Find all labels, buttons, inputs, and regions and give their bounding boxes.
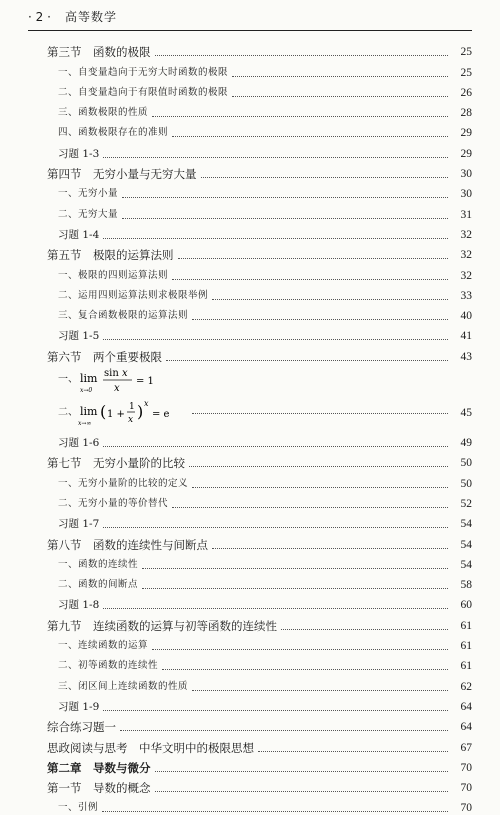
- limit-formula: [78, 397, 188, 429]
- toc-entry-sub: [0, 262, 500, 282]
- toc-page-number: 50: [460, 457, 472, 470]
- dot-leader: [122, 196, 448, 198]
- toc-page-number: 60: [460, 599, 472, 612]
- toc-entry-section: [0, 531, 500, 551]
- svg-text:x: x: [144, 399, 149, 409]
- toc-entry-prefix: 一、: [58, 374, 78, 386]
- toc-entry-exercise: [0, 323, 500, 343]
- dot-leader: [172, 278, 448, 280]
- toc-entry-title: 一、连续函数的运算: [58, 640, 149, 652]
- toc-entry-title: 一、极限的四则运算法则: [58, 269, 169, 281]
- toc-entry-title: 第二章 导数与微分: [47, 760, 151, 775]
- toc-page-number: 61: [460, 640, 472, 653]
- toc-entry-title: 二、无穷大量: [58, 208, 119, 220]
- toc-page-number: 29: [460, 127, 472, 140]
- toc-page-number: 64: [460, 700, 472, 713]
- dot-leader: [232, 75, 448, 77]
- toc-entry-top: [0, 734, 500, 754]
- dot-leader: [172, 506, 448, 508]
- toc-entry-title: 二、无穷小量的等价替代: [58, 497, 169, 509]
- toc-entry-exercise: [0, 222, 500, 242]
- toc-page-number: 30: [460, 168, 472, 181]
- svg-text:1 +: 1 +: [107, 409, 125, 421]
- toc-entry-math1: [0, 364, 500, 397]
- toc-entry-title: 习题 1-7: [58, 518, 100, 531]
- toc-page-number: 33: [460, 289, 472, 302]
- toc-page-number: 29: [460, 147, 472, 160]
- dot-leader: [192, 486, 448, 488]
- svg-text:1: 1: [129, 402, 135, 413]
- toc-page-number: 62: [460, 680, 472, 693]
- toc-entry-section: [0, 344, 500, 364]
- toc-page-number: 31: [460, 208, 472, 221]
- toc-entry-sub: [0, 633, 500, 653]
- toc-entry-title: 三、闭区间上连续函数的性质: [58, 680, 189, 692]
- toc-entry-sub: [0, 59, 500, 79]
- toc-entry-exercise: [0, 592, 500, 612]
- toc-page-number: 28: [460, 107, 472, 120]
- toc-entry-title: 综合练习题一: [47, 720, 116, 735]
- dot-leader: [166, 359, 448, 361]
- toc-entry-sub: [0, 80, 500, 100]
- dot-leader: [103, 338, 448, 340]
- dot-leader: [103, 156, 448, 158]
- toc-page-number: 49: [460, 437, 472, 450]
- toc-page-number: 26: [460, 86, 472, 99]
- toc-entry-title: 第五节 极限的运算法则: [47, 248, 174, 263]
- dot-leader: [192, 689, 448, 691]
- toc-entry-exercise: [0, 694, 500, 714]
- dot-leader: [192, 412, 448, 414]
- dot-leader: [281, 628, 448, 630]
- toc-entry-title: 习题 1-8: [58, 599, 100, 612]
- toc-entry-math2: [0, 397, 500, 430]
- svg-text:sin: sin: [104, 368, 119, 380]
- toc-entry-title: 二、自变量趋向于有限值时函数的极限: [58, 86, 229, 98]
- toc-entry-title: [0, 397, 188, 429]
- toc-entry-exercise: [0, 141, 500, 161]
- header-rule: [28, 30, 472, 31]
- toc-page-number: 61: [460, 660, 472, 673]
- dot-leader: [142, 587, 448, 589]
- toc-entry-title: 三、函数极限的性质: [58, 107, 149, 119]
- toc-page-number: 70: [460, 802, 472, 815]
- svg-text:x: x: [122, 368, 128, 380]
- dot-leader: [103, 709, 448, 711]
- dot-leader: [103, 237, 448, 239]
- svg-text:x: x: [128, 415, 134, 426]
- dot-leader: [212, 547, 448, 549]
- toc-page-number: 52: [460, 497, 472, 510]
- toc-entry-sub: [0, 303, 500, 323]
- toc-entry-sub: [0, 653, 500, 673]
- toc-entry-title: 习题 1-9: [58, 700, 100, 713]
- dot-leader: [155, 790, 449, 792]
- toc-entry-section: [0, 242, 500, 262]
- toc-entry-section: [0, 775, 500, 795]
- toc-entry-top: [0, 714, 500, 734]
- toc-entry-title: 三、复合函数极限的运算法则: [58, 310, 189, 322]
- toc-entry-title: 习题 1-6: [58, 437, 100, 450]
- svg-text:x→0: x→0: [80, 387, 93, 395]
- toc-entry-sub: [0, 795, 500, 815]
- toc-entry-title: 第九节 连续函数的运算与初等函数的连续性: [47, 618, 277, 633]
- toc-entry-sub: [0, 572, 500, 592]
- svg-text:(: (: [100, 402, 107, 422]
- dot-leader: [152, 115, 448, 117]
- toc-entry-section: [0, 39, 500, 59]
- toc-page-number: 61: [460, 619, 472, 632]
- dot-leader: [120, 729, 448, 731]
- dot-leader: [172, 135, 448, 137]
- toc-entry-sub: [0, 491, 500, 511]
- toc-page-number: 58: [460, 579, 472, 592]
- book-title: 高等数学: [65, 10, 118, 24]
- svg-text:lim: lim: [80, 405, 98, 419]
- toc-page-number: 41: [460, 330, 472, 343]
- toc-entry-title: 一、无穷小量: [58, 188, 119, 200]
- toc-entry-title: 一、引例: [58, 802, 99, 814]
- toc-page-number: 30: [460, 188, 472, 201]
- dot-leader: [189, 465, 448, 467]
- toc-entry-title: 二、初等函数的连续性: [58, 660, 159, 672]
- toc-entry-sub: [0, 673, 500, 693]
- toc-entry-chapter: [0, 755, 500, 775]
- toc-entry-title: 第三节 函数的极限: [47, 45, 151, 60]
- toc-entry-title: 一、函数的连续性: [58, 558, 139, 570]
- toc-entry-prefix: 二、: [58, 407, 78, 419]
- toc-entry-title: 第八节 函数的连续性与间断点: [47, 537, 208, 552]
- toc-page-number: 43: [460, 350, 472, 363]
- toc-entry-title: [0, 364, 168, 396]
- toc-entry-title: 二、函数的间断点: [58, 579, 139, 591]
- toc-entry-title: 第四节 无穷小量与无穷大量: [47, 167, 197, 182]
- toc-page-number: 54: [460, 558, 472, 571]
- dot-leader: [152, 648, 448, 650]
- toc-entry-title: 第七节 无穷小量阶的比较: [47, 456, 185, 471]
- toc-entry-section: [0, 161, 500, 181]
- toc-entry-title: 习题 1-3: [58, 147, 100, 160]
- toc-entry-title: 二、运用四则运算法则求极限举例: [58, 289, 209, 301]
- toc-page-number: 32: [460, 249, 472, 262]
- toc-entry-sub: [0, 100, 500, 120]
- dot-leader: [258, 750, 448, 752]
- toc-page-number: 54: [460, 518, 472, 531]
- dot-leader: [212, 298, 448, 300]
- toc-entry-title: 习题 1-5: [58, 330, 100, 343]
- toc-entry-sub: [0, 552, 500, 572]
- toc-page-number: 54: [460, 538, 472, 551]
- toc-page-number: 40: [460, 310, 472, 323]
- dot-leader: [162, 668, 448, 670]
- toc-page-number: 67: [460, 741, 472, 754]
- svg-text:): ): [137, 402, 144, 422]
- dot-leader: [142, 567, 448, 569]
- toc-page-number: 70: [460, 782, 472, 795]
- dot-leader: [103, 445, 448, 447]
- toc-entry-section: [0, 613, 500, 633]
- toc-entry-title: 思政阅读与思考 中华文明中的极限思想: [47, 740, 254, 755]
- dot-leader: [155, 54, 449, 56]
- toc-entry-sub: [0, 120, 500, 140]
- toc-page-number: 64: [460, 721, 472, 734]
- toc-page-number: 32: [460, 228, 472, 241]
- dot-leader: [178, 257, 449, 259]
- svg-text:lim: lim: [80, 372, 98, 386]
- toc-entry-exercise: [0, 511, 500, 531]
- toc-entry-title: 一、无穷小量阶的比较的定义: [58, 477, 189, 489]
- toc-entry-section: [0, 450, 500, 470]
- toc-page-number: 25: [460, 66, 472, 79]
- toc-entry-title: 第六节 两个重要极限: [47, 349, 162, 364]
- toc-entry-title: 一、自变量趋向于无穷大时函数的极限: [58, 66, 229, 78]
- toc-entry-sub: [0, 201, 500, 221]
- page-number: · 2 ·: [28, 10, 51, 24]
- toc-entry-sub: [0, 470, 500, 490]
- toc-entry-title: 第一节 导数的概念: [47, 781, 151, 796]
- dot-leader: [122, 217, 448, 219]
- dot-leader: [102, 810, 448, 812]
- toc-entry-sub: [0, 181, 500, 201]
- toc-page-number: 45: [460, 407, 472, 420]
- toc-entry-exercise: [0, 430, 500, 450]
- svg-text:x: x: [114, 383, 120, 395]
- toc-entry-title: 四、函数极限存在的准则: [58, 127, 169, 139]
- dot-leader: [192, 318, 448, 320]
- svg-text:= e: = e: [152, 409, 170, 421]
- dot-leader: [103, 607, 448, 609]
- dot-leader: [155, 770, 449, 772]
- dot-leader: [103, 526, 448, 528]
- svg-text:= 1: = 1: [136, 376, 154, 388]
- running-header: [28, 8, 472, 27]
- toc-page-number: 25: [460, 46, 472, 59]
- toc-page-number: 50: [460, 477, 472, 490]
- dot-leader: [201, 176, 449, 178]
- limit-formula: [78, 364, 168, 396]
- svg-text:x→∞: x→∞: [78, 420, 92, 428]
- toc-entry-title: 习题 1-4: [58, 228, 100, 241]
- toc-entry-sub: [0, 283, 500, 303]
- toc-page-number: 70: [460, 761, 472, 774]
- toc-page-number: 32: [460, 269, 472, 282]
- dot-leader: [232, 95, 448, 97]
